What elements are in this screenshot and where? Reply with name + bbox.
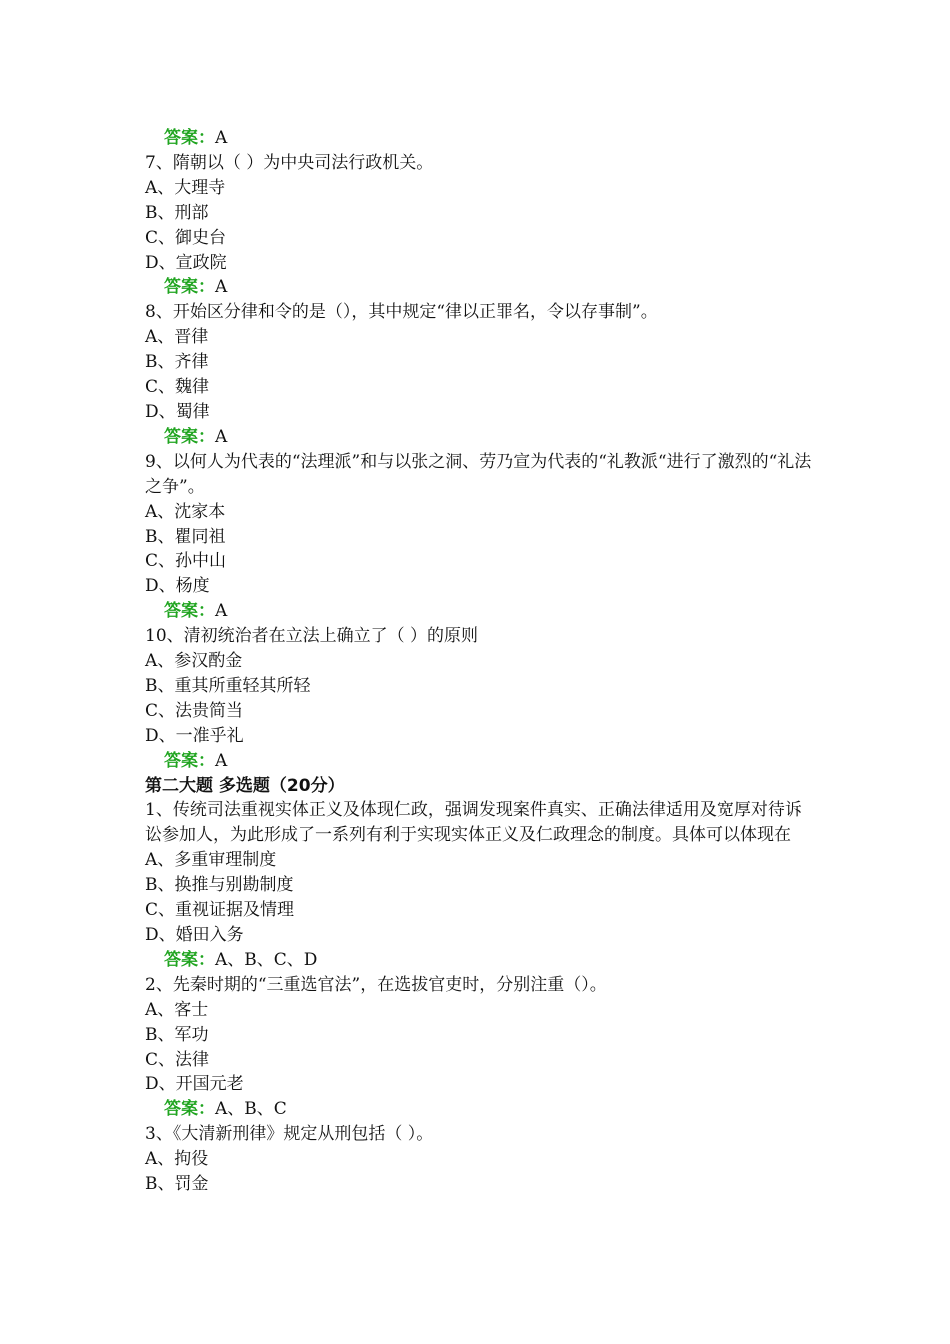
question-text: 10、清初统治者在立法上确立了（ ）的原则: [145, 626, 479, 647]
option-text: A、大理寺: [145, 177, 226, 198]
option-text: A、沈家本: [145, 501, 226, 522]
answer-label: 答案：: [164, 277, 215, 298]
option-text: D、杨度: [145, 576, 210, 597]
section-heading: 第二大题 多选题（20分）: [145, 775, 345, 796]
option-text: B、军功: [145, 1024, 209, 1045]
option-text: A、拘役: [145, 1149, 209, 1170]
option-text: A、参汉酌金: [145, 651, 243, 672]
option-text: D、蜀律: [145, 401, 210, 422]
answer-label: 答案：: [164, 949, 215, 970]
answer-value: A、B、C、D: [215, 949, 318, 970]
option-text: B、换推与别勘制度: [145, 875, 294, 896]
answer-value: A、B、C: [215, 1099, 287, 1120]
answer-label: 答案：: [164, 426, 215, 447]
answer-line: [145, 599, 815, 624]
answer-value: A: [215, 426, 228, 447]
option-text: C、魏律: [145, 377, 210, 398]
option-text: C、法贵简当: [145, 700, 244, 721]
answer-line: [145, 1097, 815, 1122]
option-text: B、齐律: [145, 352, 209, 373]
option-text: C、御史台: [145, 227, 227, 248]
question-text: 7、隋朝以（ ）为中央司法行政机关。: [145, 152, 434, 173]
question-text: 1、传统司法重视实体正义及体现仁政，强调发现案件真实、正确法律适用及宽厚对待诉讼参加人，为此形成了一系列有利于实现实体正义及仁政理念的制度。具体可以体现在: [145, 800, 802, 846]
answer-value: A: [215, 128, 228, 148]
option-text: B、罚金: [145, 1174, 209, 1195]
question-text: 3、《大清新刑律》规定从刑包括（ ）。: [145, 1124, 434, 1145]
answer-value: A: [215, 601, 228, 622]
option-text: A、客士: [145, 999, 209, 1020]
answer-label: 答案：: [164, 128, 215, 148]
answer-value: A: [215, 277, 228, 298]
answer-label: 答案：: [164, 601, 215, 622]
option-text: D、宣政院: [145, 252, 227, 273]
option-text: D、一准乎礼: [145, 725, 244, 746]
option-text: B、重其所重轻其所轻: [145, 675, 311, 696]
option-text: D、开国元老: [145, 1074, 244, 1095]
option-text: C、孙中山: [145, 551, 227, 572]
answer-line: [145, 425, 815, 450]
question-text: 9、以何人为代表的“法理派”和与以张之洞、劳乃宣为代表的“礼教派“进行了激烈的“礼法之争”。: [145, 451, 812, 497]
option-text: D、婚田入务: [145, 925, 244, 945]
answer-label: 答案：: [164, 750, 215, 771]
answer-line: [145, 275, 815, 300]
answer-value: A: [215, 750, 228, 771]
document-page: [145, 126, 815, 1197]
question-text: 8、开始区分律和令的是（），其中规定“律以正罪名，令以存事制”。: [145, 302, 658, 323]
option-text: A、晋律: [145, 327, 209, 348]
question-text: 2、先秦时期的“三重选官法”，在选拔官吏时，分别注重（）。: [145, 974, 607, 995]
option-text: C、重视证据及情理: [145, 900, 295, 921]
answer-label: 答案：: [164, 1099, 215, 1120]
option-text: B、瞿同祖: [145, 526, 226, 547]
option-text: A、多重审理制度: [145, 850, 277, 871]
answer-line: [145, 948, 815, 973]
option-text: B、刑部: [145, 202, 209, 223]
answer-line: [145, 749, 815, 774]
option-text: C、法律: [145, 1049, 210, 1070]
answer-line: [145, 126, 815, 151]
